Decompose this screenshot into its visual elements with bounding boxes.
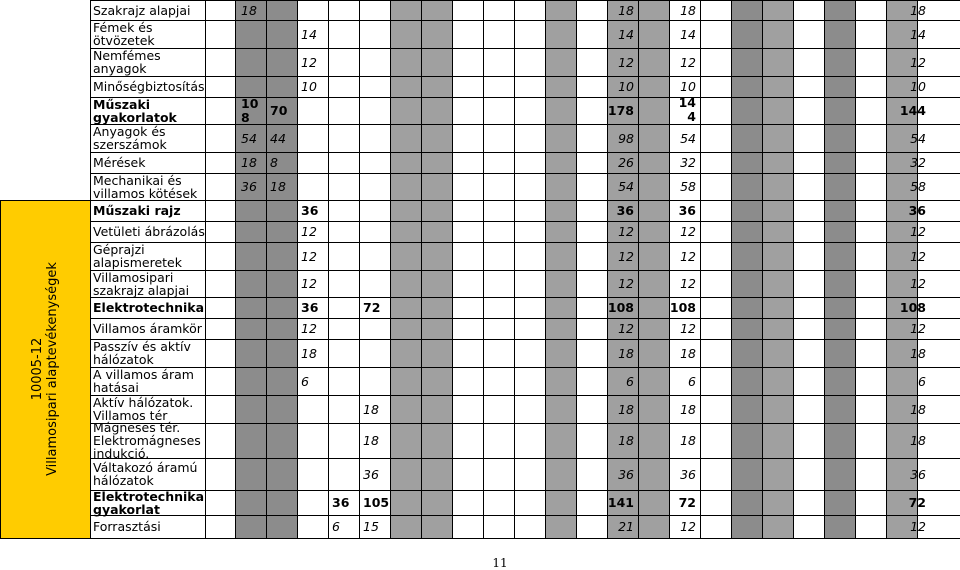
row-value: 12: [618, 248, 634, 264]
row-value: 12: [910, 54, 926, 70]
row-label: Váltakozó áramú hálózatok: [93, 460, 198, 488]
row-value: 12: [910, 224, 926, 239]
shaded-column: [824, 0, 855, 538]
shaded-column: [266, 0, 297, 538]
row-value: 141: [607, 495, 634, 510]
shaded-column: [545, 0, 576, 538]
row-value: 178: [607, 103, 634, 118]
row-value: 32: [680, 155, 696, 170]
row-value: 12: [680, 248, 696, 264]
page-number: 11: [492, 556, 508, 570]
row-label: Géprajzi alapismeretek: [93, 242, 182, 270]
module-code: 10005-12: [30, 337, 46, 401]
row-value: 36: [908, 203, 926, 218]
row-value: 72: [908, 495, 926, 510]
row-value: [669, 97, 700, 124]
row-label: Anyagok és szerszámok: [93, 124, 167, 152]
row-value: 18: [363, 401, 379, 417]
row-value: 58: [910, 179, 926, 194]
row-value: 18: [618, 345, 634, 361]
row-value: 18: [618, 2, 634, 18]
row-value-line: 4: [687, 109, 696, 124]
row-value: 36: [301, 300, 319, 315]
row-label: Mechanikai és villamos kötések: [93, 172, 198, 201]
row-value-line: 14: [678, 95, 696, 110]
row-value-line: 8: [241, 110, 250, 125]
row-value: 72: [678, 495, 696, 510]
row-value: 54: [241, 130, 257, 146]
row-value: 18: [910, 345, 926, 361]
row-value: 12: [680, 54, 696, 70]
row-value: 6: [918, 373, 926, 389]
row-value: 14: [910, 26, 926, 42]
row-value: 18: [363, 433, 379, 448]
row-value: 6: [332, 519, 340, 534]
row-value: 36: [910, 466, 926, 482]
row-value: 36: [678, 203, 696, 218]
row-value: 12: [301, 248, 317, 264]
row-value: 12: [618, 276, 634, 291]
module-label: [0, 200, 90, 538]
row-value: 144: [899, 103, 926, 118]
shaded-column: [638, 0, 669, 538]
row-value: 12: [301, 54, 317, 70]
row-value: 18: [301, 345, 317, 361]
row-value: 12: [680, 276, 696, 291]
row-value: 18: [680, 401, 696, 417]
row-label: Villamos áramkör: [93, 321, 202, 336]
row-label: A villamos áram hatásai: [93, 367, 194, 395]
row-label: Műszaki gyakorlatok: [93, 96, 177, 125]
row-value: 12: [680, 321, 696, 336]
row-value: 54: [910, 130, 926, 146]
row-value: 18: [241, 155, 257, 170]
shaded-column: [421, 0, 452, 538]
row-label: Szakrajz alapjai: [93, 2, 191, 18]
row-value: 18: [680, 345, 696, 361]
row-value: 12: [618, 321, 634, 336]
row-value: 12: [301, 276, 317, 291]
row-value: 36: [680, 466, 696, 482]
row-label: Mágneses tér. Elektromágneses indukció.: [93, 420, 201, 461]
row-value-line: 10: [241, 96, 259, 111]
row-value: 18: [910, 2, 926, 18]
row-value: 18: [618, 401, 634, 417]
row-value: 36: [332, 495, 350, 510]
row-value: 6: [301, 373, 309, 389]
row-value: 36: [616, 203, 634, 218]
row-value: 18: [910, 401, 926, 417]
row-value: 108: [607, 300, 634, 315]
row-value: 54: [680, 130, 696, 146]
row-label: Passzív és aktív hálózatok: [93, 339, 191, 367]
row-value: 58: [680, 179, 696, 194]
shaded-column: [762, 0, 793, 538]
row-label: Elektrotechnika: [93, 300, 205, 315]
row-label: Műszaki rajz: [93, 203, 181, 218]
row-label: Vetületi ábrázolás: [93, 224, 205, 239]
row-value: 18: [680, 2, 696, 18]
row-value: 12: [910, 321, 926, 336]
row-value: 14: [301, 26, 317, 42]
row-value: 72: [363, 300, 381, 315]
row-value: 36: [363, 466, 379, 482]
row-value: 12: [910, 276, 926, 291]
row-value: 70: [270, 103, 288, 118]
row-value: 12: [618, 224, 634, 239]
row-value: 108: [899, 300, 926, 315]
row-value: 18: [270, 179, 286, 194]
row-value: 12: [910, 248, 926, 264]
row-value: 18: [910, 433, 926, 448]
row-value: 12: [301, 321, 317, 336]
row-value: 36: [301, 203, 319, 218]
shaded-column: [731, 0, 762, 538]
row-value: 32: [910, 155, 926, 170]
row-label: Villamosipari szakrajz alapjai: [93, 269, 190, 298]
row-label: Aktív hálózatok. Villamos tér: [93, 395, 194, 423]
row-label: Mérések: [93, 155, 146, 170]
row-value: 10: [680, 79, 696, 94]
row-value: 14: [618, 26, 634, 42]
row-value: 105: [363, 495, 390, 510]
row-value: 6: [688, 373, 696, 389]
row-value: 108: [669, 300, 696, 315]
row-value: 12: [618, 54, 634, 70]
row-value: 12: [910, 519, 926, 534]
row-value: 18: [241, 2, 257, 18]
row-value: 8: [270, 155, 278, 170]
row-value: 98: [618, 130, 634, 146]
row-label: Forrasztási: [93, 519, 161, 534]
module-title: Villamosipari alaptevékenységek: [45, 262, 61, 476]
row-value: 44: [270, 130, 286, 146]
row-value: 10: [618, 79, 634, 94]
row-value: 10: [301, 79, 317, 94]
row-value: 18: [680, 433, 696, 448]
row-value: 10: [910, 79, 926, 94]
row-label: Minőségbiztosítás: [93, 79, 205, 94]
row-value: 12: [680, 224, 696, 239]
row-value: 18: [618, 433, 634, 448]
row-value: 12: [301, 224, 317, 239]
row-value: 14: [680, 26, 696, 42]
shaded-column: [235, 0, 266, 538]
row-label: Nemfémes anyagok: [93, 48, 161, 76]
row-value: 6: [626, 373, 634, 389]
row-value: [237, 97, 266, 124]
row-value: 12: [680, 519, 696, 534]
row-value: 36: [241, 179, 257, 194]
row-value: 26: [618, 155, 634, 170]
row-value: 21: [618, 519, 634, 534]
row-value: 54: [618, 179, 634, 194]
row-value: 15: [363, 519, 379, 534]
row-label: Fémek és ötvözetek: [93, 20, 155, 48]
row-label: Elektrotechnika gyakorlat: [93, 488, 205, 517]
row-value: 36: [618, 466, 634, 482]
